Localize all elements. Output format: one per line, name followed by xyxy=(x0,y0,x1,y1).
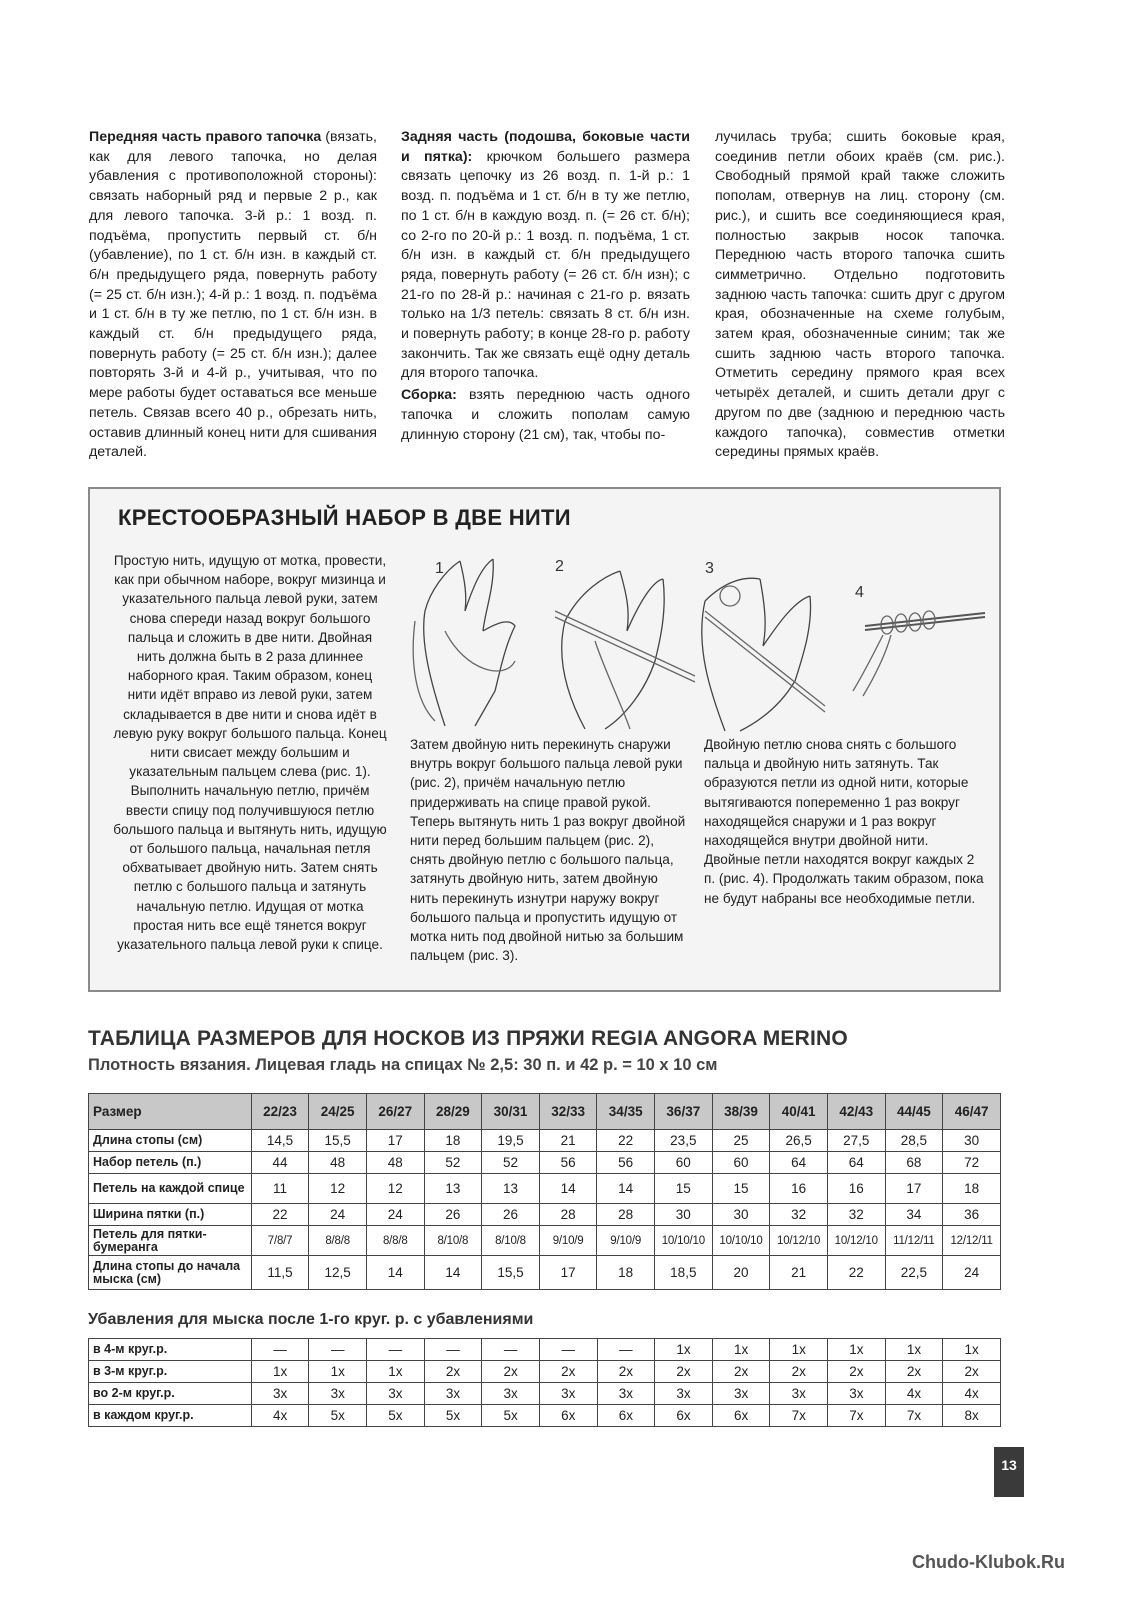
row-label: Набор петель (п.) xyxy=(89,1152,252,1174)
table-cell: 8/8/8 xyxy=(309,1226,367,1256)
hands-illustration xyxy=(405,551,990,733)
table-cell: 28,5 xyxy=(885,1130,943,1152)
table-cell: 18,5 xyxy=(655,1256,713,1290)
row-label: Длина стопы (см) xyxy=(89,1130,252,1152)
decrease-title: Убавления для мыска после 1-го круг. р. с убавлениями xyxy=(88,1311,534,1328)
size-cell: 40/41 xyxy=(770,1094,828,1130)
table-cell: 14 xyxy=(424,1256,482,1290)
table-cell: 2х xyxy=(482,1361,540,1383)
size-table-row xyxy=(89,1256,1001,1290)
assembly-text: взять переднюю часть одного тапочка и сложить пополам самую длинную сторону (21 см), так, чтобы по- xyxy=(401,387,690,443)
table-cell: 3х xyxy=(424,1383,482,1405)
size-table-row xyxy=(89,1226,1001,1256)
table-cell: 5х xyxy=(482,1405,540,1427)
table-cell: 52 xyxy=(482,1152,540,1174)
box-text-3: Двойную петлю снова снять с большого пальца и двойную нить затянуть. Так образуются петли из одной нити, которые вытягиваются попеременно 1 раз вокруг находящейся снаружи и 1 раз вокруг находящейся внутри двойной нити. Двойные петли находятся вокруг каждых 2 п. (рис. 4). Продолжать таким образом, пока не будут набраны все необходимые петли. xyxy=(704,737,984,906)
table-cell: 24 xyxy=(309,1204,367,1226)
col1-text: (вязать, как для левого тапочка, но делая убавления с противоположной стороны): связать наборный ряд и первые 2 р., как для левого тапочка. 3-й р.: 1 возд. п. подъёма, пропустить первый ст. б/н (убавление), по 1 ст. б/н изн. в каждый ст. б/н предыдущего ряда, повернуть работу (= 25 ст. б/н изн.); 4-й р.: 1 возд. п. подъёма и 1 ст. б/н в ту же петлю, по 1 ст. б/н изн. в каждый ст. б/н предыдущего ряда, повернуть работу (= 25 ст. б/н изн.); далее повторять 3-й и 4-й р., учитывая, что по мере работы будет оставаться все меньше петель. Связав всего 40 р., обрезать нить, оставив длинный конец нити для сшивания деталей. xyxy=(89,129,377,461)
table-cell: 34 xyxy=(885,1204,943,1226)
size-table-row xyxy=(89,1130,1001,1152)
table-cell: 4х xyxy=(251,1405,309,1427)
table-cell: 1х xyxy=(770,1339,828,1361)
table-cell: 7х xyxy=(885,1405,943,1427)
table-cell: 1х xyxy=(367,1361,425,1383)
box-title: КРЕСТООБРАЗНЫЙ НАБОР В ДВЕ НИТИ xyxy=(118,505,571,530)
size-cell: 32/33 xyxy=(539,1094,597,1130)
table-cell: 1х xyxy=(655,1339,713,1361)
table-cell: 30 xyxy=(655,1204,713,1226)
column-2 xyxy=(401,128,690,447)
table-cell: 18 xyxy=(424,1130,482,1152)
table-cell: — xyxy=(482,1339,540,1361)
table-cell: 6х xyxy=(712,1405,770,1427)
decrease-table-row xyxy=(89,1361,1001,1383)
table-cell: 9/10/9 xyxy=(539,1226,597,1256)
table-cell: 44 xyxy=(251,1152,309,1174)
table-cell: 68 xyxy=(885,1152,943,1174)
size-cell: 26/27 xyxy=(366,1094,424,1130)
table-cell: 11 xyxy=(251,1174,309,1204)
table-cell: 56 xyxy=(597,1152,655,1174)
table-cell: 1х xyxy=(712,1339,770,1361)
table-cell: 5х xyxy=(367,1405,425,1427)
table-cell: 4х xyxy=(943,1383,1001,1405)
size-table xyxy=(88,1093,1001,1290)
table-cell: 21 xyxy=(539,1130,597,1152)
table-cell: 30 xyxy=(712,1204,770,1226)
table-cell: 22 xyxy=(827,1256,885,1290)
table-cell: 3х xyxy=(539,1383,597,1405)
page-number: 13 xyxy=(994,1447,1024,1497)
table-cell: 15,5 xyxy=(309,1130,367,1152)
table-cell: 12 xyxy=(309,1174,367,1204)
size-cell: 30/31 xyxy=(482,1094,540,1130)
table-cell: — xyxy=(539,1339,597,1361)
table-cell: 12/12/11 xyxy=(943,1226,1001,1256)
table-cell: 3х xyxy=(482,1383,540,1405)
table-cell: 14 xyxy=(597,1174,655,1204)
row-label: Петель на каждой спице xyxy=(89,1174,252,1204)
table-cell: 11,5 xyxy=(251,1256,309,1290)
table-cell: 10/10/10 xyxy=(712,1226,770,1256)
watermark: Chudo-Klubok.Ru xyxy=(912,1552,1065,1572)
table-cell: 10/12/10 xyxy=(770,1226,828,1256)
table-cell: 72 xyxy=(943,1152,1001,1174)
table-cell: 17 xyxy=(885,1174,943,1204)
table-cell: 24 xyxy=(366,1204,424,1226)
table-cell: 3х xyxy=(597,1383,655,1405)
col2-text: крючком большего размера связать цепочку из 26 возд. п. 1-й р.: 1 возд. п. подъёма и 1 ст. б/н в ту же петлю, по 1 ст. б/н в каждую возд. п. (= 26 ст. б/н); со 2-го по 20-й р.: 1 возд. п. подъёма, 1 ст. б/н изн. в каждый ст. б/н предыдущего ряда, повернуть работу (= 26 ст. б/н изн); с 21-го по 28-й р.: начиная с 21-го р. вязать только на 1/3 петель: связать 8 ст. б/н изн. и повернуть работу; в конце 28-го р. работу закончить. Так же связать ещё одну деталь для второго тапочка. xyxy=(401,148,690,382)
table-cell: 64 xyxy=(827,1152,885,1174)
row-label: в 4-м круг.р. xyxy=(89,1339,252,1361)
size-cell: 22/23 xyxy=(251,1094,309,1130)
table-cell: 36 xyxy=(943,1204,1001,1226)
table-cell: 15 xyxy=(655,1174,713,1204)
table-cell: 18 xyxy=(597,1256,655,1290)
table-cell: 22 xyxy=(251,1204,309,1226)
table-cell: 52 xyxy=(424,1152,482,1174)
table-cell: 2х xyxy=(712,1361,770,1383)
size-table-row xyxy=(89,1152,1001,1174)
col2-heading: Задняя часть (подошва, боковые части и пятка): xyxy=(401,129,690,165)
column-1 xyxy=(89,128,377,465)
table-cell: 48 xyxy=(366,1152,424,1174)
table-cell: — xyxy=(597,1339,655,1361)
table-cell: 32 xyxy=(827,1204,885,1226)
table-cell: 2х xyxy=(424,1361,482,1383)
size-cell: 44/45 xyxy=(885,1094,943,1130)
table-cell: 30 xyxy=(943,1130,1001,1152)
table-cell: 20 xyxy=(712,1256,770,1290)
col3-text: лучилась труба; сшить боковые края, соединив петли обоих краёв (см. рис.). Свободный прямой край также сложить пополам, отвернув на лиц. сторону (см. рис.), и сшить все соединяющиеся края, полностью закрыв носок тапочка. Переднюю часть второго тапочка сшить симметрично. Отдельно подготовить заднюю часть тапочка: сшить друг с другом края, обозначенные на схеме голубым, затем края, обозначенные синим; так же сшить заднюю часть второго тапочка. Отметить середину прямого края всех четырёх деталей, и сшить детали друг с другом по две (заднюю и переднюю часть каждого тапочка), совместив отметки середины прямых краёв. xyxy=(715,129,1005,461)
size-table-row xyxy=(89,1204,1001,1226)
fig-label-4: 4 xyxy=(855,584,864,601)
table-cell: 17 xyxy=(366,1130,424,1152)
table-cell: 13 xyxy=(424,1174,482,1204)
table-cell: 10/12/10 xyxy=(827,1226,885,1256)
table-cell: 23,5 xyxy=(655,1130,713,1152)
fig-label-2: 2 xyxy=(555,558,564,575)
table-cell: 56 xyxy=(539,1152,597,1174)
table-cell: 8/10/8 xyxy=(424,1226,482,1256)
table-cell: 7х xyxy=(770,1405,828,1427)
table-cell: 15,5 xyxy=(482,1256,540,1290)
table-cell: 60 xyxy=(655,1152,713,1174)
table-cell: 22,5 xyxy=(885,1256,943,1290)
table-cell: 60 xyxy=(712,1152,770,1174)
table-cell: 1х xyxy=(943,1339,1001,1361)
table-cell: 18 xyxy=(943,1174,1001,1204)
table-cell: 1х xyxy=(828,1339,886,1361)
table-cell: 12 xyxy=(366,1174,424,1204)
box-text-1: Простую нить, идущую от мотка, провести, как при обычном наборе, вокруг мизинца и указательного пальца левой руки, затем снова спереди назад вокруг большого пальца и сложить в две нити. Двойная нить должна быть в 2 раза длиннее наборного края. Таким образом, конец нити идёт вправо из левой руки, затем складывается в две нити и снова идёт в левую руку вокруг большого пальца. Конец нити свисает между большим и указательным пальцем слева (рис. 1). Выполнить начальную петлю, причём ввести спицу под получившуюся петлю большого пальца и вытянуть нить, идущую от большого пальца, начальная петля обхватывает двойную нить. Затем снять петлю с большого пальца и затянуть начальную петлю. Идущая от мотка простая нить все ещё тянется вокруг указательного пальца левой руки к спице. xyxy=(113,553,387,953)
table-cell: 1х xyxy=(309,1361,367,1383)
cast-on-box xyxy=(88,487,1001,992)
column-3 xyxy=(715,128,1005,465)
table-cell: 13 xyxy=(482,1174,540,1204)
table-cell: 2х xyxy=(828,1361,886,1383)
table-cell: 32 xyxy=(770,1204,828,1226)
table-cell: — xyxy=(309,1339,367,1361)
box-text-2: Затем двойную нить перекинуть снаружи внутрь вокруг большого пальца левой руки (рис. 2), причём начальную петлю придерживать на спице правой рукой. Теперь вытянуть нить 1 раз вокруг двойной нити перед большим пальцем (рис. 2), снять двойную петлю с большого пальца, затянуть двойную нить, затем двойную нить перекинуть изнутри наружу вокруг большого пальца и пропустить идущую от мотка нить под двойной нитью за большим пальцем (рис. 3). xyxy=(410,737,686,964)
table-cell: 64 xyxy=(770,1152,828,1174)
fig-label-1: 1 xyxy=(435,560,444,577)
table-cell: 3х xyxy=(309,1383,367,1405)
size-cell: 36/37 xyxy=(655,1094,713,1130)
table-cell: 1х xyxy=(885,1339,943,1361)
table-cell: 2х xyxy=(885,1361,943,1383)
table-cell: 28 xyxy=(597,1204,655,1226)
table-cell: 6х xyxy=(655,1405,713,1427)
fig-label-3: 3 xyxy=(705,560,714,577)
table-cell: 17 xyxy=(539,1256,597,1290)
table-cell: 8/10/8 xyxy=(482,1226,540,1256)
row-label: Длина стопы до начала мыска (см) xyxy=(89,1256,252,1290)
table-cell: 8х xyxy=(943,1405,1001,1427)
table-cell: 24 xyxy=(943,1256,1001,1290)
row-label: в каждом круг.р. xyxy=(89,1405,252,1427)
table-cell: 3х xyxy=(251,1383,309,1405)
size-table-subtitle: Плотность вязания. Лицевая гладь на спицах № 2,5: 30 п. и 42 р. = 10 х 10 см xyxy=(88,1056,718,1074)
table-cell: 16 xyxy=(827,1174,885,1204)
table-cell: 27,5 xyxy=(827,1130,885,1152)
table-cell: 5х xyxy=(424,1405,482,1427)
table-cell: 5х xyxy=(309,1405,367,1427)
table-cell: 14 xyxy=(539,1174,597,1204)
row-label: Ширина пятки (п.) xyxy=(89,1204,252,1226)
table-cell: 15 xyxy=(712,1174,770,1204)
table-cell: 7/8/7 xyxy=(251,1226,309,1256)
table-cell: 11/12/11 xyxy=(885,1226,943,1256)
table-cell: 25 xyxy=(712,1130,770,1152)
table-cell: 3х xyxy=(828,1383,886,1405)
decrease-table-row xyxy=(89,1405,1001,1427)
table-cell: 22 xyxy=(597,1130,655,1152)
table-cell: 26 xyxy=(424,1204,482,1226)
row-label: во 2-м круг.р. xyxy=(89,1383,252,1405)
table-cell: — xyxy=(424,1339,482,1361)
table-cell: 3х xyxy=(655,1383,713,1405)
table-cell: 3х xyxy=(712,1383,770,1405)
row-label: в 3-м круг.р. xyxy=(89,1361,252,1383)
size-cell: 28/29 xyxy=(424,1094,482,1130)
table-cell: 4х xyxy=(885,1383,943,1405)
size-table-row xyxy=(89,1174,1001,1204)
size-table-header xyxy=(89,1094,1001,1130)
table-cell: 26 xyxy=(482,1204,540,1226)
table-cell: 6х xyxy=(539,1405,597,1427)
table-cell: 48 xyxy=(309,1152,367,1174)
table-cell: — xyxy=(367,1339,425,1361)
assembly-heading: Сборка: xyxy=(401,387,457,404)
table-cell: 2х xyxy=(539,1361,597,1383)
table-cell: 2х xyxy=(655,1361,713,1383)
row-label: Петель для пятки-бумеранга xyxy=(89,1226,252,1256)
table-cell: 2х xyxy=(943,1361,1001,1383)
table-cell: 16 xyxy=(770,1174,828,1204)
table-cell: 26,5 xyxy=(770,1130,828,1152)
size-cell: 46/47 xyxy=(943,1094,1001,1130)
col1-heading: Передняя часть правого тапочка xyxy=(89,129,322,145)
table-cell: 28 xyxy=(539,1204,597,1226)
table-cell: 9/10/9 xyxy=(597,1226,655,1256)
table-cell: 1х xyxy=(251,1361,309,1383)
table-cell: 14,5 xyxy=(251,1130,309,1152)
header-label: Размер xyxy=(89,1094,252,1130)
table-cell: 3х xyxy=(367,1383,425,1405)
table-cell: 7х xyxy=(828,1405,886,1427)
decrease-table xyxy=(88,1338,1001,1427)
table-cell: 6х xyxy=(597,1405,655,1427)
size-table-title: ТАБЛИЦА РАЗМЕРОВ ДЛЯ НОСКОВ ИЗ ПРЯЖИ REGIA ANGORA MERINO xyxy=(88,1027,848,1050)
table-cell: 3х xyxy=(770,1383,828,1405)
table-cell: 21 xyxy=(770,1256,828,1290)
table-cell: 19,5 xyxy=(482,1130,540,1152)
table-cell: 12,5 xyxy=(309,1256,367,1290)
table-cell: 10/10/10 xyxy=(655,1226,713,1256)
table-cell: 14 xyxy=(366,1256,424,1290)
decrease-table-row xyxy=(89,1383,1001,1405)
table-cell: 8/8/8 xyxy=(366,1226,424,1256)
table-cell: 2х xyxy=(597,1361,655,1383)
size-cell: 34/35 xyxy=(597,1094,655,1130)
size-cell: 38/39 xyxy=(712,1094,770,1130)
size-cell: 24/25 xyxy=(309,1094,367,1130)
table-cell: — xyxy=(251,1339,309,1361)
table-cell: 2х xyxy=(770,1361,828,1383)
decrease-table-row xyxy=(89,1339,1001,1361)
size-cell: 42/43 xyxy=(827,1094,885,1130)
